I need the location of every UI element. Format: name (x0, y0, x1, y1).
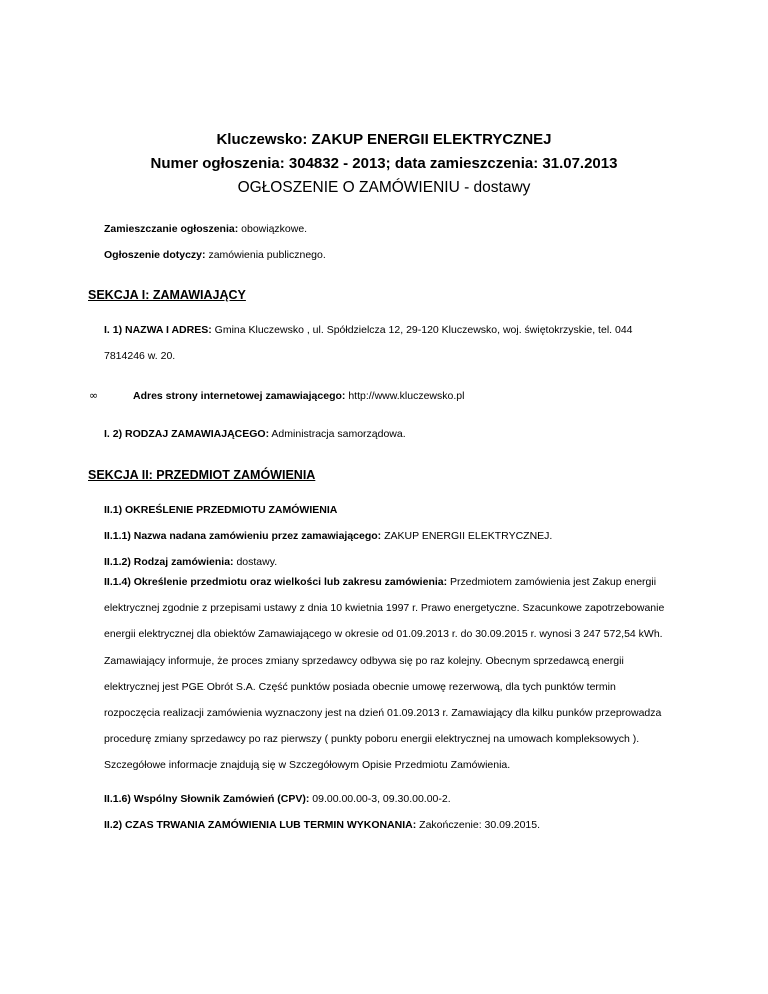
subject-heading-label: II.1) OKREŚLENIE PRZEDMIOTU ZAMÓWIENIA (104, 504, 338, 516)
duration-label: II.2) CZAS TRWANIA ZAMÓWIENIA LUB TERMIN WYKONANIA: (104, 819, 417, 831)
scope-value: Przedmiotem zamówienia jest Zakup energii elektrycznej zgodnie z przepisami ustawy z dnia 10 kwietnia 1997 r. Prawo energetyczne. Szacunkowe zapotrzebowanie energii elektrycznej dla obiektów Zamawiającego w okresie od 01.09.2013 r. do 30.09.2015 r. wynosi 3 247 572,54 kWh. Zamawiający informuje, że proces zmiany sprzedawcy odbywa się po raz kolejny. Obecnym sprzedawcą energii elektrycznej jest PGE Obrót S.A. Część punktów posiada obecnie umowę rezerwową, dla tych punktów termin rozpoczęcia realizacji zamówienia wyznaczony jest na dzień 01.09.2013 r. Zamawiający dla kilku punków przeprowadza procedurę zmiany sprzedawcy po raz pierwszy ( punkty poboru energii elektrycznej na umowach kompleksowych ). Szczegółowe informacje znajdują się w Szczegółowym Opisie Przedmiotu Zamówienia. (104, 576, 665, 772)
contract-kind-line (104, 555, 277, 569)
posting-info (104, 222, 704, 236)
name-address-paragraph (104, 317, 674, 369)
concerns-label: Ogłoszenie dotyczy: (104, 249, 206, 261)
contracting-type-value: Administracja samorządowa. (269, 428, 406, 440)
subject-heading (104, 503, 337, 517)
contracting-type-label: I. 2) RODZAJ ZAMAWIAJĄCEGO: (104, 428, 270, 440)
infinity-bullet-icon: ∞ (89, 389, 99, 402)
website-value: http://www.kluczewsko.pl (345, 390, 465, 402)
contract-kind-value: dostawy. (233, 556, 278, 568)
concerns-info (104, 248, 704, 262)
name-address-label: I. 1) NAZWA I ADRES: (104, 324, 212, 336)
section-2-heading: SEKCJA II: PRZEDMIOT ZAMÓWIENIA (88, 468, 316, 482)
cpv-line (104, 792, 451, 806)
contract-name-line (104, 529, 552, 543)
contracting-type-line (104, 427, 406, 441)
cpv-value: 09.00.00.00-3, 09.30.00.00-2. (309, 793, 451, 805)
posting-value: obowiązkowe. (238, 223, 308, 235)
contract-name-label: II.1.1) Nazwa nadana zamówieniu przez zamawiającego: (104, 530, 382, 542)
scope-label: II.1.4) Określenie przedmiotu oraz wielkości lub zakresu zamówienia: (104, 576, 448, 588)
section-1-heading: SEKCJA I: ZAMAWIAJĄCY (88, 288, 246, 302)
scope-paragraph (104, 569, 674, 779)
title-line-2: Numer ogłoszenia: 304832 - 2013; data zamieszczenia: 31.07.2013 (150, 155, 618, 172)
name-address-value: Gmina Kluczewsko , ul. Spółdzielcza 12, 29-120 Kluczewsko, woj. świętokrzyskie, tel. 044 7814246 w. 20. (104, 324, 633, 363)
contract-name-value: ZAKUP ENERGII ELEKTRYCZNEJ. (381, 530, 553, 542)
duration-value: Zakończenie: 30.09.2015. (416, 819, 541, 831)
posting-label: Zamieszczanie ogłoszenia: (104, 223, 239, 235)
concerns-value: zamówienia publicznego. (205, 249, 326, 261)
duration-line (104, 818, 540, 832)
contract-kind-label: II.1.2) Rodzaj zamówienia: (104, 556, 234, 568)
announcement-title (0, 128, 768, 200)
title-line-1: Kluczewsko: ZAKUP ENERGII ELEKTRYCZNEJ (216, 131, 552, 148)
website-line (133, 389, 464, 403)
title-line-3: OGŁOSZENIE O ZAMÓWIENIU - dostawy (237, 179, 531, 196)
website-label: Adres strony internetowej zamawiającego: (133, 390, 346, 402)
cpv-label: II.1.6) Wspólny Słownik Zamówień (CPV): (104, 793, 310, 805)
